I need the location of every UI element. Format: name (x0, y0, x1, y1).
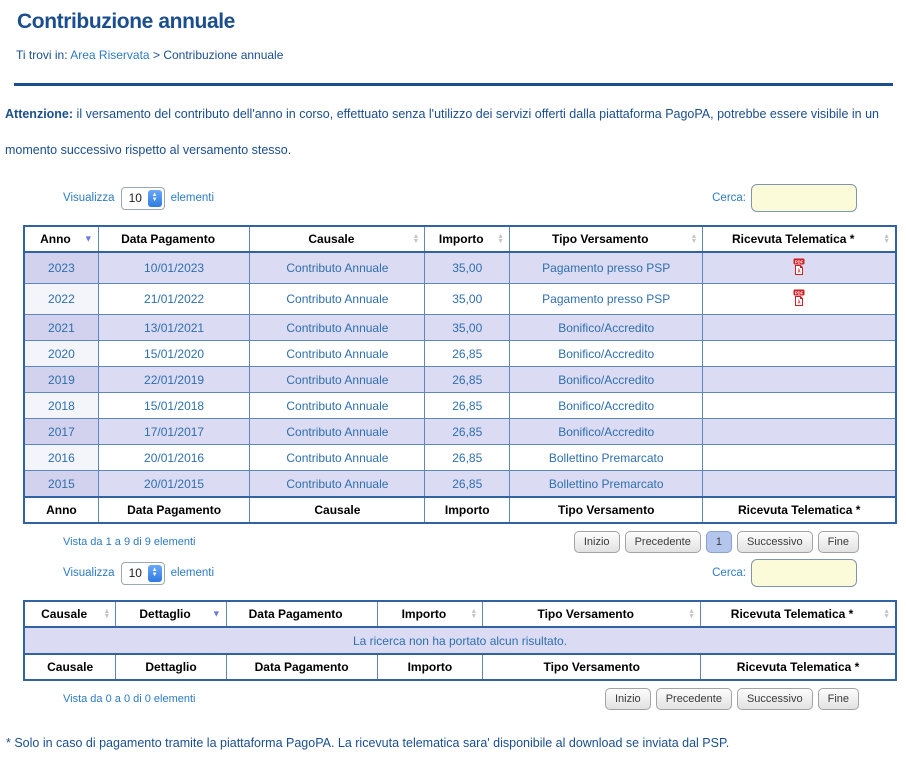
cell-ricevuta_pdf (703, 252, 896, 284)
sort-arrows-icon: ▲ ▼ (470, 608, 478, 620)
column-label: Causale (308, 232, 355, 246)
payment-detail-table (23, 600, 897, 681)
cell-causale: Contributo Annuale (250, 367, 425, 393)
cell-anno: 2021 (24, 315, 98, 341)
table1-info-row (23, 531, 897, 553)
warning-message (5, 96, 898, 168)
breadcrumb-link-area-riservata[interactable]: Area Riservata (70, 48, 150, 62)
table2-pagination (605, 688, 859, 710)
table-row-2019 (24, 367, 896, 393)
cell-importo: 26,85 (425, 393, 510, 419)
show-label-before: Visualizza (63, 567, 115, 579)
column-label: Ricevuta Telematica * (736, 660, 860, 674)
table1-header-tipo-versamento (510, 497, 703, 523)
column-label: Importo (438, 232, 484, 246)
column-label: Tipo Versamento (557, 503, 655, 517)
cell-anno: 2019 (24, 367, 98, 393)
table1-header-data-pagamento (98, 226, 250, 252)
column-label: Ricevuta Telematica * (737, 503, 861, 517)
table1-header-data-pagamento (98, 497, 250, 523)
sort-arrows-icon: ▲ ▼ (103, 608, 111, 620)
column-label: Causale (41, 607, 88, 621)
cell-ricevuta_pdf (703, 341, 896, 367)
table2-header-ricevuta-telematica (701, 654, 896, 680)
warning-label: Attenzione: (5, 107, 74, 121)
column-label: Anno (40, 232, 71, 246)
table-row-2015 (24, 471, 896, 498)
cell-importo: 26,85 (425, 471, 510, 498)
svg-text:λ: λ (797, 268, 801, 275)
cell-tipo_versamento: Pagamento presso PSP (510, 284, 703, 315)
table1-previous-button[interactable]: Precedente (625, 531, 701, 553)
cell-data_pagamento: 20/01/2015 (98, 471, 250, 498)
column-label: Data Pagamento (254, 660, 349, 674)
table1-search-input[interactable] (751, 184, 857, 212)
table1-header-ricevuta-telematica (703, 497, 896, 523)
cell-importo: 26,85 (425, 445, 510, 471)
table-row-2018 (24, 393, 896, 419)
table1-page-1-button[interactable]: 1 (706, 531, 732, 553)
table2-page-length (63, 562, 214, 585)
annual-contribution-table (23, 225, 897, 524)
cell-ricevuta_pdf (703, 315, 896, 341)
table1-header-importo (425, 497, 510, 523)
cell-anno: 2022 (24, 284, 98, 315)
table1-header-importo[interactable] (425, 226, 510, 252)
table1-foot (24, 497, 896, 523)
sort-arrows-icon: ▲ ▼ (690, 233, 698, 245)
cell-tipo_versamento: Bonifico/Accredito (510, 419, 703, 445)
cell-causale: Contributo Annuale (250, 284, 425, 315)
table2-header-ricevuta-telematica[interactable] (701, 601, 896, 627)
table2-search (712, 559, 857, 587)
table-row-2017 (24, 419, 896, 445)
table2-search-input[interactable] (751, 559, 857, 587)
table1-header-causale[interactable] (250, 226, 425, 252)
table2-header-importo (377, 654, 483, 680)
column-label: Importo (444, 503, 490, 517)
table2-foot (24, 654, 896, 680)
stepper-arrows-icon: ▲ ▼ (148, 565, 162, 582)
table2-header-causale (24, 654, 116, 680)
table2-last-button[interactable]: Fine (818, 688, 859, 710)
cell-importo: 26,85 (425, 367, 510, 393)
cell-ricevuta_pdf (703, 419, 896, 445)
stepper-arrows-icon: ▲ ▼ (148, 190, 162, 207)
column-label: Anno (46, 503, 77, 517)
cell-anno: 2023 (24, 252, 98, 284)
sort-arrows-icon: ▲ ▼ (688, 608, 696, 620)
table-row-2020 (24, 341, 896, 367)
sort-desc-icon: ▼ (83, 233, 93, 244)
cell-tipo_versamento: Bonifico/Accredito (510, 367, 703, 393)
show-label-before: Visualizza (63, 192, 115, 204)
cell-causale: Contributo Annuale (250, 315, 425, 341)
column-label: Importo (407, 660, 453, 674)
column-label: Tipo Versamento (537, 607, 634, 621)
column-label: Dettaglio (145, 660, 197, 674)
breadcrumb-separator: > (152, 48, 160, 62)
column-label: Data Pagamento (248, 607, 343, 621)
table1-pagination (574, 531, 859, 553)
cell-anno: 2017 (24, 419, 98, 445)
table1-header-anno[interactable] (24, 226, 98, 252)
length-value: 10 (128, 191, 142, 205)
cell-data_pagamento: 15/01/2018 (98, 393, 250, 419)
table1-body (24, 252, 896, 497)
table1-header-ricevuta-telematica[interactable] (703, 226, 896, 252)
cell-data_pagamento: 22/01/2019 (98, 367, 250, 393)
table1-controls (23, 184, 897, 212)
table2-header-tipo-versamento[interactable] (483, 601, 701, 627)
cell-tipo_versamento: Bonifico/Accredito (510, 341, 703, 367)
table1-last-button[interactable]: Fine (818, 531, 859, 553)
table2-head (24, 601, 896, 627)
cell-tipo_versamento: Bonifico/Accredito (510, 315, 703, 341)
table2-info: Vista da 0 a 0 di 0 elementi (63, 693, 196, 705)
table1-info: Vista da 1 a 9 di 9 elementi (63, 536, 196, 548)
cell-causale: Contributo Annuale (250, 445, 425, 471)
cell-importo: 35,00 (425, 252, 510, 284)
sort-arrows-icon: ▲ ▼ (883, 233, 890, 245)
table2-info-row (23, 688, 897, 710)
pdf-receipt-icon[interactable] (793, 258, 805, 275)
cell-tipo_versamento: Bollettino Premarcato (510, 471, 703, 498)
svg-text:λ: λ (797, 299, 801, 306)
column-label: Dettaglio (139, 607, 191, 621)
pdf-receipt-icon[interactable] (793, 289, 805, 306)
sort-desc-icon: ▼ (211, 608, 221, 619)
cell-ricevuta_pdf (703, 284, 896, 315)
table-row-2021 (24, 315, 896, 341)
column-label: Tipo Versamento (551, 232, 649, 246)
search-label: Cerca: (712, 567, 746, 579)
cell-data_pagamento: 17/01/2017 (98, 419, 250, 445)
column-label: Causale (47, 660, 94, 674)
svg-text:PDF: PDF (795, 290, 804, 296)
cell-ricevuta_pdf (703, 393, 896, 419)
empty-result-message: La ricerca non ha portato alcun risultato. (24, 627, 896, 654)
cell-ricevuta_pdf (703, 367, 896, 393)
cell-tipo_versamento: Bollettino Premarcato (510, 445, 703, 471)
table1-head (24, 226, 896, 252)
cell-tipo_versamento: Pagamento presso PSP (510, 252, 703, 284)
table2-first-button[interactable]: Inizio (605, 688, 651, 710)
sort-arrows-icon: ▲ ▼ (883, 608, 890, 620)
cell-importo: 26,85 (425, 341, 510, 367)
table-row-2016 (24, 445, 896, 471)
column-label: Tipo Versamento (543, 660, 640, 674)
table2-header-data-pagamento (226, 654, 377, 680)
table1-page-length (63, 187, 214, 210)
cell-causale: Contributo Annuale (250, 393, 425, 419)
cell-causale: Contributo Annuale (250, 471, 425, 498)
table-row-2022 (24, 284, 896, 315)
table-row-2023 (24, 252, 896, 284)
payments-by-year-section (23, 184, 897, 710)
table2-length-select[interactable] (121, 562, 165, 585)
table2-controls (23, 559, 897, 587)
cell-data_pagamento: 15/01/2020 (98, 341, 250, 367)
cell-anno: 2016 (24, 445, 98, 471)
length-value: 10 (128, 566, 142, 580)
column-label: Causale (314, 503, 361, 517)
cell-importo: 35,00 (425, 315, 510, 341)
cell-data_pagamento: 21/01/2022 (98, 284, 250, 315)
table2-header-importo[interactable] (377, 601, 483, 627)
cell-ricevuta_pdf (703, 471, 896, 498)
column-label: Data Pagamento (121, 232, 216, 246)
page-title: Contribuzione annuale (17, 10, 235, 33)
table1-header-causale (250, 497, 425, 523)
table2-next-button[interactable]: Successivo (737, 688, 813, 710)
table1-search (712, 184, 857, 212)
cell-causale: Contributo Annuale (250, 341, 425, 367)
cell-data_pagamento: 20/01/2016 (98, 445, 250, 471)
table1-header-anno (24, 497, 98, 523)
cell-anno: 2015 (24, 471, 98, 498)
cell-anno: 2020 (24, 341, 98, 367)
table2-header-causale[interactable] (24, 601, 116, 627)
warning-text: il versamento del contributo dell'anno in corso, effettuato senza l'utilizzo dei servizi offerti dalla piattaforma PagoPA, potrebbe essere visibile in un momento successivo rispetto al versamento stesso. (5, 107, 879, 157)
breadcrumb (16, 48, 906, 62)
column-label: Importo (401, 607, 447, 621)
table1-length-select[interactable] (121, 187, 165, 210)
show-label-after: elementi (170, 192, 215, 204)
cell-anno: 2018 (24, 393, 98, 419)
cell-causale: Contributo Annuale (250, 419, 425, 445)
cell-tipo_versamento: Bonifico/Accredito (510, 393, 703, 419)
empty-result-row (24, 627, 896, 654)
cell-ricevuta_pdf (703, 445, 896, 471)
cell-data_pagamento: 13/01/2021 (98, 315, 250, 341)
table1-first-button[interactable]: Inizio (574, 531, 620, 553)
breadcrumb-current: Contribuzione annuale (163, 48, 284, 62)
search-label: Cerca: (712, 192, 746, 204)
table2-previous-button[interactable]: Precedente (656, 688, 732, 710)
table2-header-data-pagamento (226, 601, 377, 627)
column-label: Data Pagamento (127, 503, 222, 517)
pagopa-footnote: * Solo in caso di pagamento tramite la piattaforma PagoPA. La ricevuta telematica sara' disponibile al download se inviata dal PSP. (6, 736, 730, 750)
table2-header-dettaglio (116, 654, 226, 680)
cell-importo: 26,85 (425, 419, 510, 445)
cell-causale: Contributo Annuale (250, 252, 425, 284)
table1-next-button[interactable]: Successivo (737, 531, 813, 553)
sort-arrows-icon: ▲ ▼ (412, 233, 420, 245)
table2-header-tipo-versamento (483, 654, 701, 680)
table2-body (24, 627, 896, 654)
table2-header-dettaglio[interactable] (116, 601, 226, 627)
column-label: Ricevuta Telematica * (731, 232, 855, 246)
show-label-after: elementi (170, 567, 215, 579)
sort-arrows-icon: ▲ ▼ (497, 233, 505, 245)
breadcrumb-prefix: Ti trovi in: (16, 48, 68, 62)
table1-header-tipo-versamento[interactable] (510, 226, 703, 252)
cell-importo: 35,00 (425, 284, 510, 315)
svg-text:PDF: PDF (795, 259, 804, 265)
cell-data_pagamento: 10/01/2023 (98, 252, 250, 284)
header-divider (14, 83, 893, 86)
column-label: Ricevuta Telematica * (730, 607, 854, 621)
